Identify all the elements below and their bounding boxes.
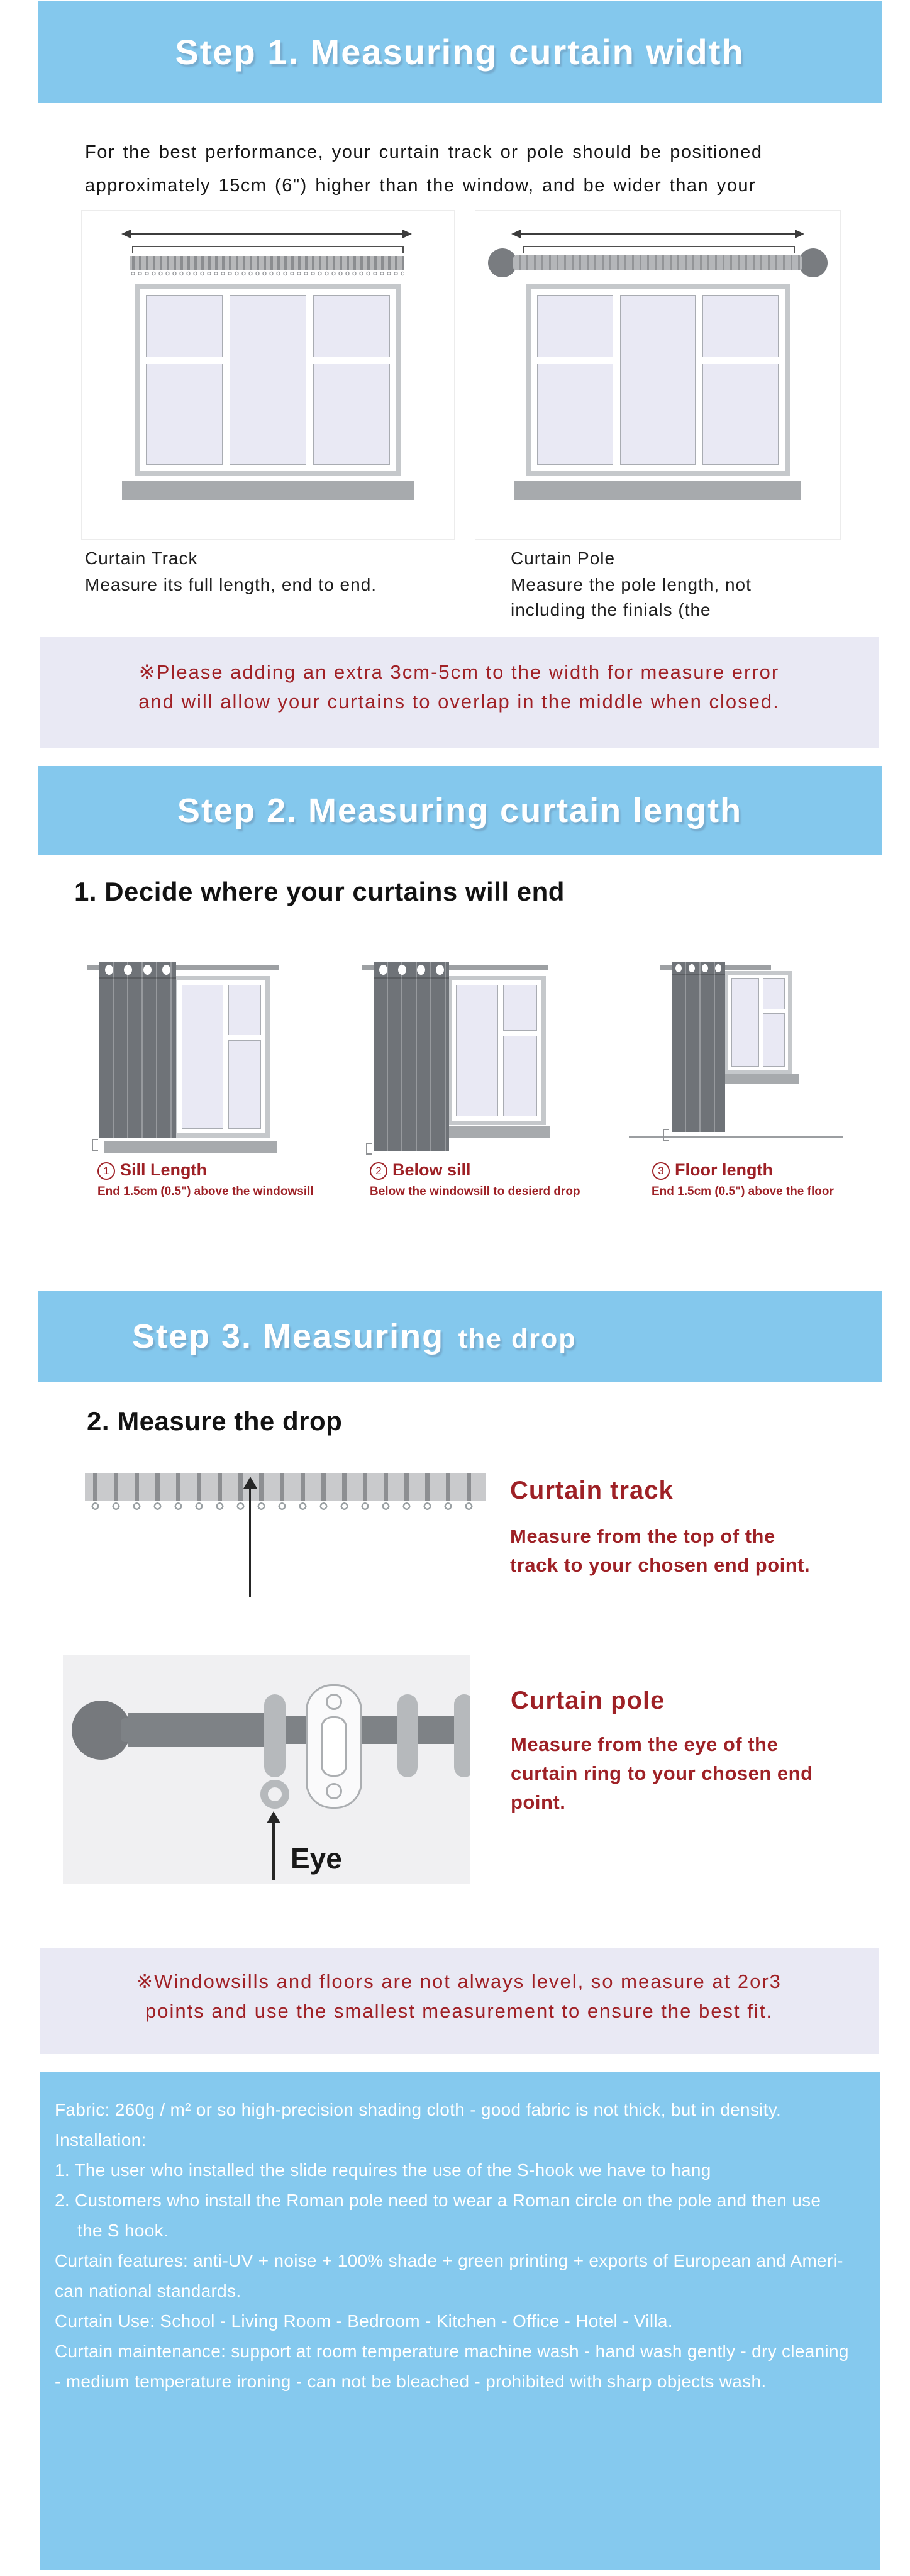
window-pane — [537, 295, 613, 357]
eye-arrow-icon — [267, 1811, 280, 1823]
floor-length-diagram — [629, 940, 910, 1167]
window-column — [182, 985, 223, 1129]
level-note — [40, 1948, 879, 2054]
grommet-icon — [162, 965, 170, 975]
circled-number-icon: 1 — [97, 1162, 115, 1180]
grommet-icon — [124, 965, 132, 975]
windowsill — [122, 481, 414, 500]
footer-line: 2. Customers who install the Roman pole need to wear a Roman circle on the pole and then use — [55, 2190, 821, 2210]
option1-desc: End 1.5cm (0.5") above the windowsill — [97, 1185, 314, 1198]
below-sill-diagram — [340, 940, 629, 1167]
grommet-icon — [436, 965, 444, 975]
window-pane — [230, 295, 306, 465]
windowsill — [718, 1074, 799, 1084]
footer-line: 1. The user who installed the slide requires the use of the S-hook we have to hang — [55, 2160, 711, 2180]
pole-caption-line2: including the finials (the — [511, 600, 711, 619]
window-column — [313, 295, 390, 465]
level-note-line2: points and use the smallest measurement to ensure the best fit. — [145, 2000, 773, 2022]
width-note-line1: ※Please adding an extra 3cm-5cm to the width for measure error — [138, 661, 780, 683]
curtain-ring-icon — [397, 1694, 418, 1777]
window-pane — [702, 364, 779, 465]
track-caption-body: Measure its full length, end to end. — [85, 575, 377, 594]
curtain-header — [99, 962, 176, 979]
step3-banner-sub: the drop — [458, 1324, 577, 1354]
curtain-panel — [374, 962, 449, 1151]
window-pane — [702, 295, 779, 357]
pole-eye-diagram — [63, 1655, 470, 1884]
track-strip-diagram — [85, 1473, 486, 1501]
footer-line: Curtain Use: School - Living Room - Bedroom - Kitchen - Office - Hotel - Villa. — [55, 2311, 673, 2331]
grommet-icon — [105, 965, 113, 975]
window-column — [537, 295, 613, 465]
grommet-icon — [689, 964, 695, 972]
footer-line: can national standards. — [55, 2281, 241, 2301]
window-column — [146, 295, 223, 465]
option1-title-text: Sill Length — [120, 1160, 207, 1179]
grommet-icon — [702, 964, 708, 972]
option3-title-text: Floor length — [675, 1160, 773, 1179]
windowsill — [514, 481, 801, 500]
wall-bracket-icon — [306, 1684, 362, 1809]
curtain-header — [374, 962, 449, 979]
footer-line: - medium temperature ironing - can not be bleached - prohibited with sharp objects wash. — [55, 2372, 767, 2391]
measure-bracket-icon — [132, 246, 404, 253]
window-pane — [313, 295, 390, 357]
track-instruction-line1: Measure from the top of the — [510, 1525, 775, 1547]
window-pane — [763, 1013, 785, 1067]
track-hooks-icon — [130, 270, 404, 277]
step3-heading: 2. Measure the drop — [87, 1406, 343, 1436]
circled-number-icon: 3 — [652, 1162, 670, 1180]
step1-intro-line1: For the best performance, your curtain track or pole should be positioned — [85, 142, 763, 162]
curtain-track-diagram — [81, 210, 455, 540]
grommet-icon — [398, 965, 406, 975]
window-pane — [146, 364, 223, 465]
pole-bar — [270, 1716, 470, 1744]
option3-desc: End 1.5cm (0.5") above the floor — [652, 1185, 834, 1198]
curtain-header — [672, 962, 725, 975]
step2-banner: Step 2. Measuring curtain length — [38, 766, 882, 855]
pole-caption-title: Curtain Pole — [511, 548, 616, 568]
screw-icon — [326, 1783, 342, 1799]
grommet-icon — [417, 965, 425, 975]
pole-taper — [128, 1713, 274, 1747]
step1-banner: Step 1. Measuring curtain width — [38, 1, 882, 103]
window-illustration — [447, 976, 546, 1125]
product-info-footer — [40, 2072, 880, 2570]
screw-icon — [326, 1694, 342, 1710]
footer-line: Curtain maintenance: support at room temperature machine wash - hand wash gently - dry cleaning — [55, 2341, 849, 2361]
track-gliders-icon — [85, 1501, 486, 1512]
window-pane — [763, 978, 785, 1009]
pole-finial-icon — [799, 248, 828, 277]
pole-instruction-line1: Measure from the eye of the — [511, 1733, 779, 1755]
footer-line: the S hook. — [77, 2221, 169, 2240]
window-column — [731, 978, 759, 1067]
grommet-icon — [675, 964, 682, 972]
window-column — [702, 295, 779, 465]
curtain-pole-diagram — [475, 210, 841, 540]
window-column — [620, 295, 696, 465]
pole-instruction-line2: curtain ring to your chosen end — [511, 1762, 813, 1784]
window-column — [503, 985, 537, 1116]
measure-bracket-icon — [523, 246, 795, 253]
window-pane — [731, 978, 759, 1067]
step2-heading: 1. Decide where your curtains will end — [74, 877, 565, 906]
window-pane — [146, 295, 223, 357]
step1-intro-line2: approximately 15cm (6") higher than the window, and be wider than your — [85, 175, 757, 196]
footer-line: Fabric: 260g / m² or so high-precision shading cloth - good fabric is not thick, but in density. — [55, 2100, 782, 2119]
pole-instruction-line3: point. — [511, 1791, 566, 1813]
option2-title — [370, 1160, 471, 1180]
curtain-pole-strip — [513, 255, 802, 270]
option2-title-text: Below sill — [392, 1160, 471, 1179]
curtain-pole-label: Curtain pole — [511, 1687, 665, 1714]
up-arrow-stem — [249, 1487, 251, 1597]
step3-banner — [38, 1291, 882, 1382]
window-illustration — [135, 284, 401, 476]
windowsill — [442, 1126, 550, 1138]
curtain-ring-icon — [454, 1694, 470, 1777]
window-pane — [537, 364, 613, 465]
pole-caption-line1: Measure the pole length, not — [511, 575, 752, 594]
measure-end-mark — [92, 1139, 98, 1151]
width-note — [40, 637, 879, 748]
option1-title — [97, 1160, 207, 1180]
level-note-line1: ※Windowsills and floors are not always level, so measure at 2or3 — [136, 1970, 782, 1992]
track-instruction-line2: track to your chosen end point. — [510, 1554, 811, 1576]
sill-length-diagram — [38, 940, 333, 1167]
curtain-ring-icon — [264, 1694, 286, 1777]
window-pane — [228, 1040, 261, 1129]
measure-end-mark — [663, 1129, 669, 1141]
window-illustration — [724, 971, 792, 1074]
window-illustration — [526, 284, 790, 476]
window-column — [763, 978, 785, 1067]
width-note-line2: and will allow your curtains to overlap in the middle when closed. — [138, 691, 780, 713]
footer-line: Installation: — [55, 2130, 147, 2150]
window-pane — [620, 295, 696, 465]
window-pane — [503, 1036, 537, 1116]
grommet-icon — [143, 965, 152, 975]
window-pane — [182, 985, 223, 1129]
curtain-panel — [672, 962, 725, 1132]
grommet-icon — [715, 964, 721, 972]
window-pane — [503, 985, 537, 1031]
grommet-icon — [379, 965, 387, 975]
option2-desc: Below the windowsill to desierd drop — [370, 1185, 580, 1198]
bracket-slot — [321, 1716, 347, 1777]
eye-arrow-stem — [272, 1823, 275, 1880]
step3-banner-main: Step 3. Measuring — [132, 1318, 445, 1355]
windowsill — [104, 1141, 277, 1153]
window-column — [228, 985, 261, 1129]
circled-number-icon: 2 — [370, 1162, 387, 1180]
curtain-track-label: Curtain track — [510, 1477, 674, 1504]
step1-intro — [85, 136, 871, 203]
option3-title — [652, 1160, 773, 1180]
measure-end-mark — [366, 1143, 372, 1155]
curtain-panel — [99, 962, 176, 1138]
window-illustration — [173, 976, 270, 1138]
window-pane — [456, 985, 498, 1116]
window-column — [230, 295, 306, 465]
window-pane — [313, 364, 390, 465]
window-pane — [228, 985, 261, 1035]
track-caption-title: Curtain Track — [85, 548, 198, 568]
width-arrow-icon — [519, 233, 796, 235]
eye-ring-icon — [260, 1780, 289, 1809]
footer-line: Curtain features: anti-UV + noise + 100% shade + green printing + exports of European and Ameri- — [55, 2251, 843, 2270]
window-column — [456, 985, 498, 1116]
eye-label: Eye — [291, 1842, 342, 1875]
floor-line — [629, 1136, 843, 1138]
width-arrow-icon — [130, 233, 404, 235]
curtain-track-strip — [130, 256, 404, 270]
